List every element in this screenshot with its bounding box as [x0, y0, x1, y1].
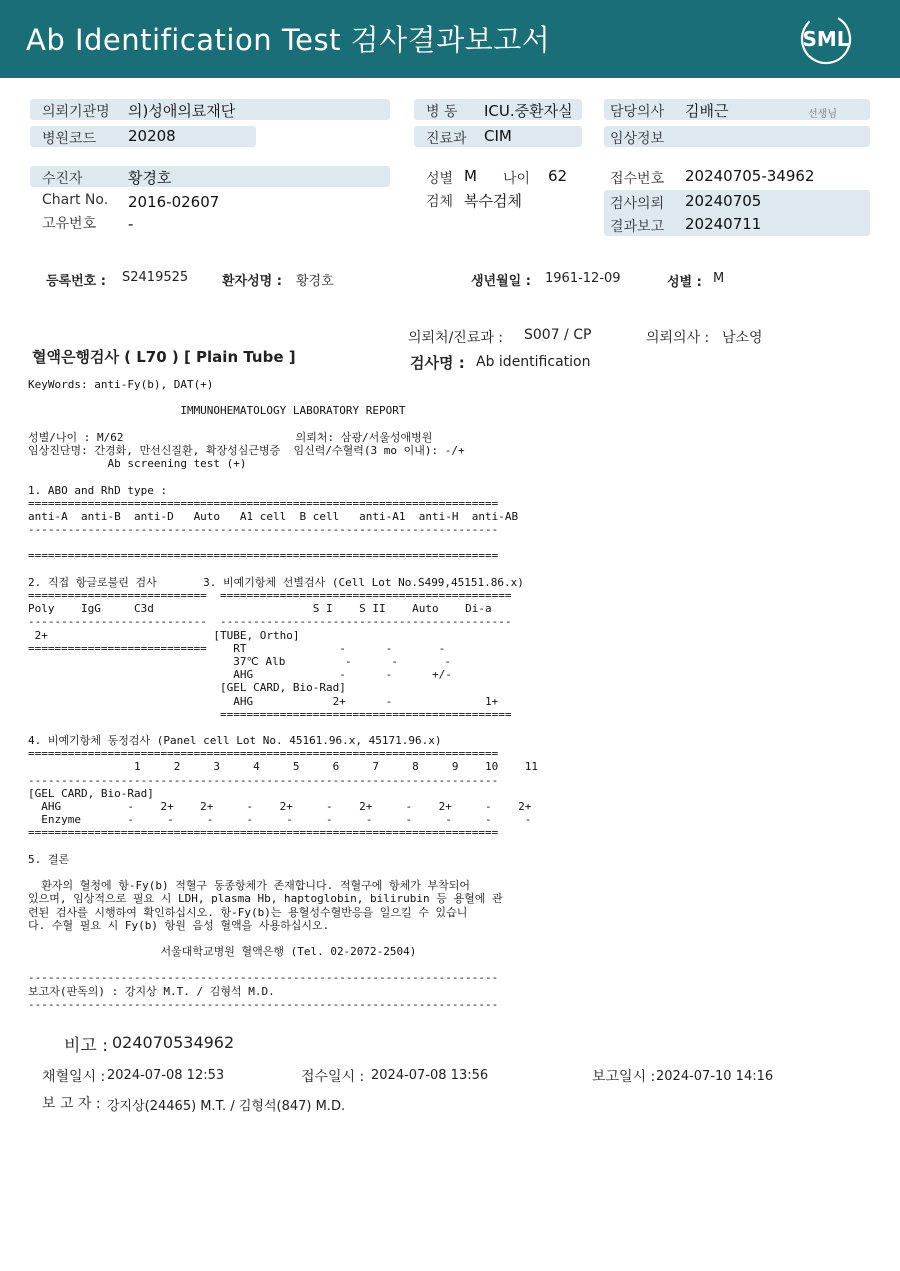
report-line: [GEL CARD, Bio-Rad]	[28, 786, 154, 800]
collect-value: 2024-07-08 12:53	[107, 1068, 225, 1083]
chart-no-value: 2016-02607	[128, 193, 220, 211]
report-line	[28, 536, 538, 549]
report-line: 2+ [TUBE, Ortho]	[28, 628, 300, 642]
hospital-code-label: 병원코드	[42, 131, 97, 147]
report-time-label: 보고일시 :	[592, 1069, 656, 1085]
ward-label: 병 동	[426, 104, 458, 120]
receipt-no-value: 20240705-34962	[685, 167, 815, 185]
unique-no-value: -	[128, 215, 134, 233]
chart-no-label: Chart No.	[42, 192, 109, 208]
specimen-label: 검체	[426, 194, 454, 210]
unique-no-label: 고유번호	[42, 216, 97, 232]
reg-sex-value: M	[713, 271, 725, 286]
report-line: 보고자(판독의) : 강지상 M.T. / 김형석 M.D.	[28, 984, 275, 998]
report-line	[28, 866, 538, 879]
report-line: =========================== RT - - -	[28, 641, 446, 655]
req-doctor-value: 남소영	[722, 330, 763, 346]
result-date-label: 결과보고	[610, 219, 665, 235]
report-line: -----------------------------------------------------------------------	[28, 773, 499, 787]
report-header	[0, 0, 900, 78]
doctor-label: 담당의사	[610, 104, 665, 120]
report-line: Enzyme - - - - - - - - - - -	[28, 813, 532, 827]
report-line: --------------------------- --------------------------------------------	[28, 615, 512, 629]
report-line: =========================== ============================================	[28, 589, 512, 602]
report-line: ============================================	[28, 707, 512, 721]
report-line: Poly IgG C3d S I S II Auto Di-a	[28, 602, 492, 616]
patient-name-label: 환자성명 :	[222, 274, 282, 289]
clinical-label: 임상정보	[610, 131, 665, 147]
reg-no-value: S2419525	[122, 270, 189, 285]
report-line	[28, 470, 538, 483]
report-line: 다. 수혈 필요 시 Fy(b) 항원 음성 혈액을 사용하십시오.	[28, 918, 330, 932]
reg-sex-label: 성별 :	[667, 275, 702, 290]
info-bar-patient	[30, 166, 390, 187]
report-line: [GEL CARD, Bio-Rad]	[28, 681, 346, 695]
request-date-value: 20240705	[685, 192, 762, 210]
test-name-value: Ab identification	[476, 354, 591, 370]
result-date-value: 20240711	[685, 215, 762, 233]
hospital-code-value: 20208	[128, 127, 176, 145]
age-label: 나이	[503, 171, 531, 187]
requesting-org-value: 의)성애의료재단	[128, 102, 236, 120]
requester-value: S007 / CP	[524, 327, 592, 343]
requester-label: 의뢰처/진료과 :	[408, 330, 504, 346]
patient-label: 수진자	[42, 171, 83, 187]
doctor-suffix: 선생님	[808, 109, 837, 120]
requesting-org-label: 의뢰기관명	[42, 104, 110, 120]
report-line: 5. 결론	[28, 852, 70, 866]
sml-logo	[796, 12, 856, 66]
patient-value: 황경호	[128, 169, 172, 187]
report-line	[28, 932, 538, 945]
sex-value: M	[464, 167, 477, 185]
report-line: =======================================================================	[28, 496, 499, 510]
report-line: 환자의 혈청에 항-Fy(b) 적혈구 동종항체가 존재합니다. 적혈구에 항체가 부착되어	[28, 879, 470, 893]
sex-label: 성별	[426, 171, 454, 187]
report-line: AHG - 2+ 2+ - 2+ - 2+ - 2+ - 2+	[28, 800, 532, 813]
report-line: 성별/나이 : M/62 의뢰처: 삼광/서울성애병원	[28, 430, 433, 444]
report-line: =======================================================================	[28, 549, 499, 563]
reg-no-label: 등록번호 :	[46, 274, 106, 289]
reporter-value: 강지상(24465) M.T. / 김형석(847) M.D.	[107, 1099, 346, 1114]
receipt-value: 2024-07-08 13:56	[371, 1068, 489, 1083]
remark-value: 024070534962	[112, 1033, 235, 1052]
report-line	[28, 958, 538, 971]
report-line: 서울대학교병원 혈액은행 (Tel. 02-2072-2504)	[28, 945, 417, 959]
age-value: 62	[548, 167, 568, 185]
lab-report-body	[28, 378, 538, 1011]
report-line	[28, 840, 538, 853]
report-line: 있으며, 임상적으로 필요 시 LDH, plasma Hb, haptoglobin, bilirubin 등 용혈에 관	[28, 892, 503, 906]
section-title: 혈액은행검사 ( L70 ) [ Plain Tube ]	[32, 348, 296, 366]
report-line: anti-A anti-B anti-D Auto A1 cell B cell anti-A1 anti-H anti-AB	[28, 509, 519, 523]
doctor-value: 김배근	[685, 102, 729, 120]
logo-text: SML	[802, 27, 850, 51]
report-line: Ab screening test (+)	[28, 457, 247, 471]
dob-value: 1961-12-09	[545, 271, 621, 286]
collect-label: 채혈일시 :	[42, 1069, 106, 1085]
report-line: -----------------------------------------------------------------------	[28, 997, 499, 1011]
report-line: 련된 검사를 시행하여 확인하십시오. 항-Fy(b)는 용혈성수혈반응을 일으킬 수 있습니	[28, 905, 468, 919]
report-line: -----------------------------------------------------------------------	[28, 523, 499, 537]
remark-label: 비고 :	[64, 1036, 108, 1056]
report-line: 임상진단명: 간경화, 만선신질환, 확장성심근병증 임신력/수혈력(3 mo 이내): -/+	[28, 443, 465, 457]
report-line: KeyWords: anti-Fy(b), DAT(+)	[28, 378, 214, 391]
req-doctor-label: 의뢰의사 :	[646, 330, 710, 346]
report-line	[28, 418, 538, 431]
receipt-no-label: 접수번호	[610, 171, 665, 187]
report-line: -----------------------------------------------------------------------	[28, 971, 499, 985]
ward-value: ICU.중환자실	[484, 102, 573, 120]
patient-name-value: 황경호	[296, 274, 334, 289]
request-date-label: 검사의뢰	[610, 196, 665, 212]
test-name-label: 검사명 :	[410, 354, 465, 372]
report-line: AHG - - +/-	[28, 668, 452, 682]
reporter-label: 보 고 자 :	[42, 1096, 101, 1112]
report-line: AHG 2+ - 1+	[28, 694, 499, 708]
report-line: IMMUNOHEMATOLOGY LABORATORY REPORT	[28, 404, 406, 418]
dept-label: 진료과	[426, 131, 467, 147]
report-line: =======================================================================	[28, 747, 499, 761]
receipt-label: 접수일시 :	[301, 1069, 365, 1085]
report-title: Ab Identification Test 검사결과보고서	[26, 23, 551, 57]
report-line: 2. 직접 항글로불린 검사 3. 비예기항체 선별검사 (Cell Lot No.S499,45151.86.x)	[28, 575, 524, 589]
report-line: 4. 비예기항체 동정검사 (Panel cell Lot No. 45161.96.x, 45171.96.x)	[28, 734, 442, 748]
report-time-value: 2024-07-10 14:16	[656, 1069, 774, 1084]
specimen-value: 복수검체	[464, 192, 522, 210]
report-line	[28, 563, 538, 576]
report-line: 37℃ Alb - - -	[28, 654, 451, 668]
report-line: =======================================================================	[28, 826, 499, 840]
report-line: 1. ABO and RhD type :	[28, 483, 168, 497]
report-line	[28, 391, 538, 404]
report-line: 1 2 3 4 5 6 7 8 9 10 11	[28, 760, 538, 774]
dept-value: CIM	[484, 127, 512, 145]
report-line	[28, 721, 538, 734]
dob-label: 생년월일 :	[471, 274, 531, 289]
